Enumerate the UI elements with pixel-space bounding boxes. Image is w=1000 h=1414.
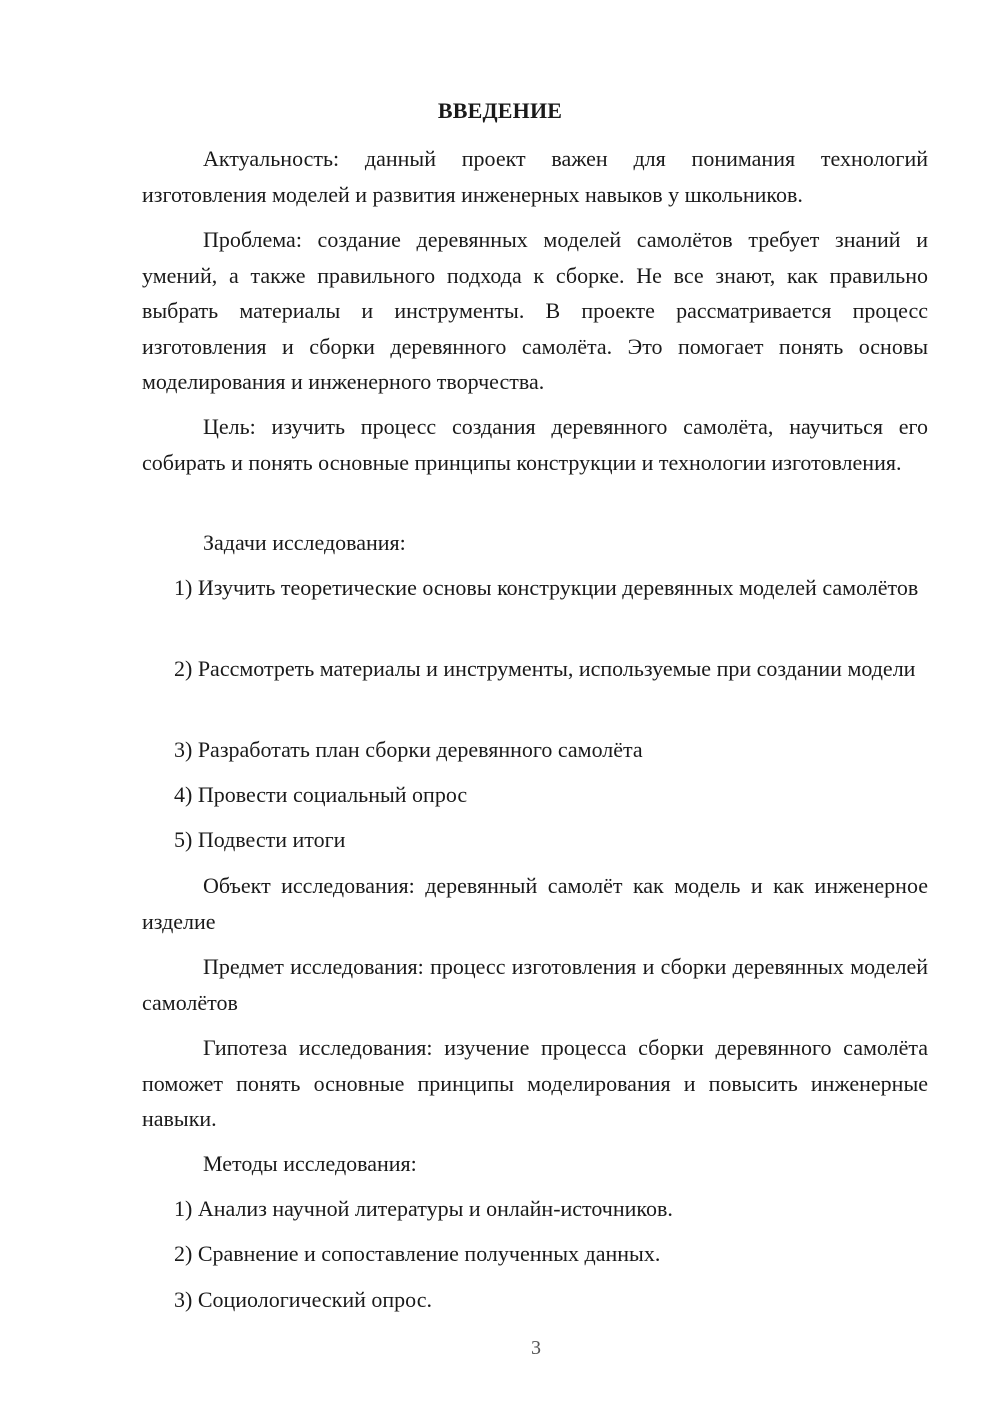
object-paragraph: Объект исследования: деревянный самолёт как модель и как инженерное изделие <box>142 873 928 934</box>
hypothesis-paragraph: Гипотеза исследования: изучение процесса сборки деревянного самолёта поможет понять основные принципы моделирования и повысить инженерные навыки. <box>142 1035 928 1131</box>
task-item: 5) Подвести итоги <box>174 827 346 852</box>
tasks-heading: Задачи исследования: <box>203 530 406 555</box>
method-item: 3) Социологический опрос. <box>174 1287 432 1312</box>
task-item: 3) Разработать план сборки деревянного самолёта <box>174 737 643 762</box>
subject-paragraph: Предмет исследования: процесс изготовления и сборки деревянных моделей самолётов <box>142 954 928 1015</box>
page-title: ВВЕДЕНИЕ <box>437 98 563 123</box>
method-item: 2) Сравнение и сопоставление полученных данных. <box>174 1241 661 1266</box>
goal-paragraph: Цель: изучить процесс создания деревянного самолёта, научиться его собирать и понять основные принципы конструкции и технологии изготовления. <box>142 414 928 475</box>
page-number: 3 <box>531 1337 541 1359</box>
task-item: 1) Изучить теоретические основы конструкции деревянных моделей самолётов <box>174 575 919 600</box>
relevance-paragraph: Актуальность: данный проект важен для понимания технологий изготовления моделей и развития инженерных навыков у школьников. <box>142 146 928 207</box>
method-item: 1) Анализ научной литературы и онлайн-источников. <box>174 1196 673 1221</box>
task-item: 4) Провести социальный опрос <box>174 782 468 807</box>
task-item: 2) Рассмотреть материалы и инструменты, используемые при создании модели <box>174 656 916 681</box>
methods-heading: Методы исследования: <box>203 1151 417 1176</box>
problem-paragraph: Проблема: создание деревянных моделей самолётов требует знаний и умений, а также правильного подхода к сборке. Не все знают, как правильно выбрать материалы и инструменты. В проекте рассматривается процесс изготовления и сборки деревянного самолёта. Это помогает понять основы моделирования и инженерного творчества. <box>142 227 928 394</box>
